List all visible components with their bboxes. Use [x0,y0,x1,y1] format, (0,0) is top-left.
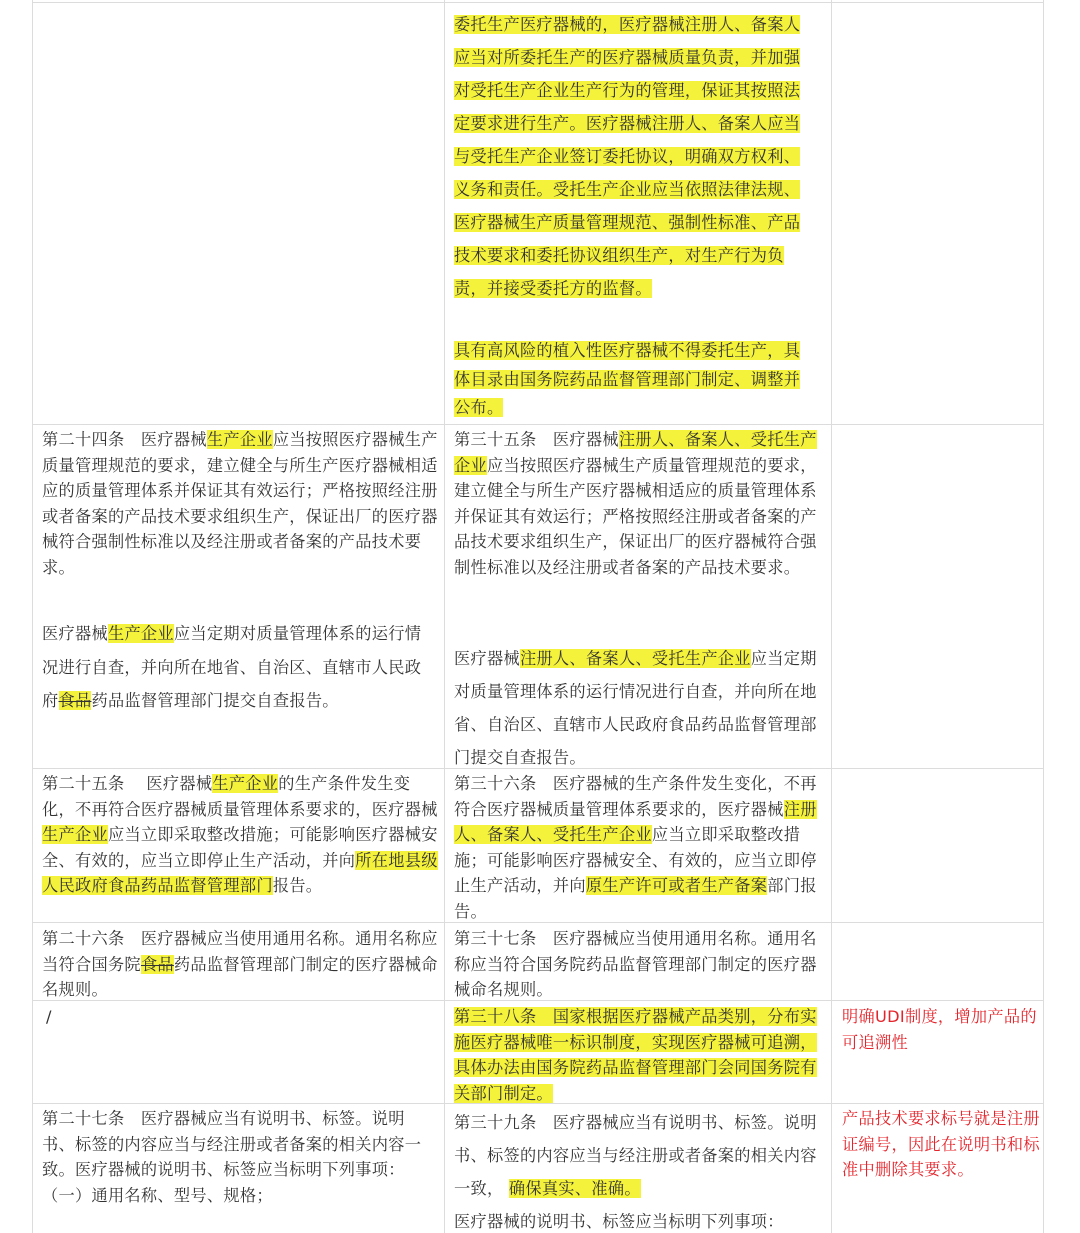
deleted-text: 食品 [58,691,92,710]
highlighted-text: 生产企业 [107,624,174,643]
row-divider [32,424,1044,425]
highlighted-text: 生产企业 [206,430,273,449]
highlighted-text: 注册人、备案人、受托生产企业 [454,799,817,844]
table-column-divider [444,0,445,1233]
old-article-27: 第二十七条 医疗器械应当有说明书、标签。说明书、标签的内容应当与经注册或者备案的相关内容一致。医疗器械的说明书、标签应当标明下列事项： （一）通用名称、型号、规格； [42,1109,422,1205]
old-article-26: 第二十六条 医疗器械应当使用通用名称。通用名称应当符合国务院食品药品监督管理部门制定的医疗器械命名规则。 [42,929,438,999]
new-article-35: 第三十五条 医疗器械注册人、备案人、受托生产企业应当按照医疗器械生产质量管理规范的要求，建立健全与所生产医疗器械相适应的质量管理体系并保证其有效运行；严格按照经注册或者备案的产品技术要求组织生产，保证出厂的医疗器械符合强制性标准以及经注册或者备案的产品技术要求。 [454,430,817,577]
highlighted-text: 生产企业 [212,774,279,793]
table-border-left [32,0,33,1233]
table-column-divider [831,0,832,1233]
highlighted-text: 原生产许可或者生产备案 [585,876,768,895]
new-article-37: 第三十七条 医疗器械应当使用通用名称。通用名称应当符合国务院药品监督管理部门制定的医疗器械命名规则。 [454,929,817,999]
list-item: （一）通用名称、型号、规格； [42,1185,273,1205]
old-article-none: / [46,1007,52,1026]
table-border-top [32,2,1044,3]
new-article-38 [454,1004,830,1106]
highlighted-text: 所在地县级人民政府食品药品监督管理部门 [42,850,438,895]
deleted-text: 食品 [140,954,174,974]
highlighted-text: 委托生产医疗器械的，医疗器械注册人、备案人应当对所委托生产的医疗器械质量负责，并加强对受托生产企业生产行为的管理，保证其按照法定要求进行生产。医疗器械注册人、备案人应当与受托生产企业签订委托协议，明确双方权利、义务和责任。受托生产企业应当依照法律法规、医疗器械生产质量管理规范、强制性标准、产品技术要求和委托协议组织生产，对生产行为负责，并接受委托方的监督。 [454,15,801,298]
new-article-34-continued [454,8,816,305]
revision-note: 明确UDI制度，增加产品的可追溯性 [842,1007,1037,1052]
highlighted-text: 生产企业 [42,825,108,844]
highlighted-text: 注册人、备案人、受托生产企业 [519,649,751,668]
revision-note: 产品技术要求标号就是注册证编号，因此在说明书和标准中删除其要求。 [842,1109,1040,1179]
highlighted-text: 注册人、备案人、受托生产企业 [454,430,817,475]
new-article-35-paragraph: 医疗器械注册人、备案人、受托生产企业应当定期对质量管理体系的运行情况进行自查，并向所在地省、自治区、直辖市人民政府食品药品监督管理部门提交自查报告。 [454,649,817,767]
new-article-39: 第三十九条 医疗器械应当有说明书、标签。说明书、标签的内容应当与经注册或者备案的相关内容一致， 确保真实、准确。 医疗器械的说明书、标签应当标明下列事项： [454,1113,817,1231]
highlighted-text: 确保真实、准确。 [508,1179,641,1198]
old-article-24: 第二十四条 医疗器械生产企业应当按照医疗器械生产质量管理规范的要求，建立健全与所生产医疗器械相适应的质量管理体系并保证其有效运行；严格按照经注册或者备案的产品技术要求组织生产，保证出厂的医疗器械符合强制性标准以及经注册或者备案的产品技术要求。 [42,430,438,577]
highlighted-text: 具有高风险的植入性医疗器械不得委托生产，具体目录由国务院药品监督管理部门制定、调整并公布。 [454,341,801,417]
new-article-34-paragraph [454,337,816,423]
highlighted-text: 第三十八条 国家根据医疗器械产品类别，分布实施医疗器械唯一标识制度，实现医疗器械可追溯，具体办法由国务院药品监督管理部门会同国务院有关部门制定。 [454,1007,817,1103]
table-border-right [1043,0,1044,1233]
old-article-24-paragraph: 医疗器械生产企业应当定期对质量管理体系的运行情况进行自查，并向所在地省、自治区、直辖市人民政府食品药品监督管理部门提交自查报告。 [42,624,422,710]
new-article-36: 第三十六条 医疗器械的生产条件发生变化，不再符合医疗器械质量管理体系要求的，医疗器械注册人、备案人、受托生产企业应当立即采取整改措施；可能影响医疗器械安全、有效的，应当立即停止生产活动，并向原生产许可或者生产备案部门报告。 [454,774,817,921]
old-article-25: 第二十五条 医疗器械生产企业的生产条件发生变化，不再符合医疗器械质量管理体系要求的，医疗器械生产企业应当立即采取整改措施；可能影响医疗器械安全、有效的，应当立即停止生产活动，并向所在地县级人民政府食品药品监督管理部门报告。 [42,774,438,895]
